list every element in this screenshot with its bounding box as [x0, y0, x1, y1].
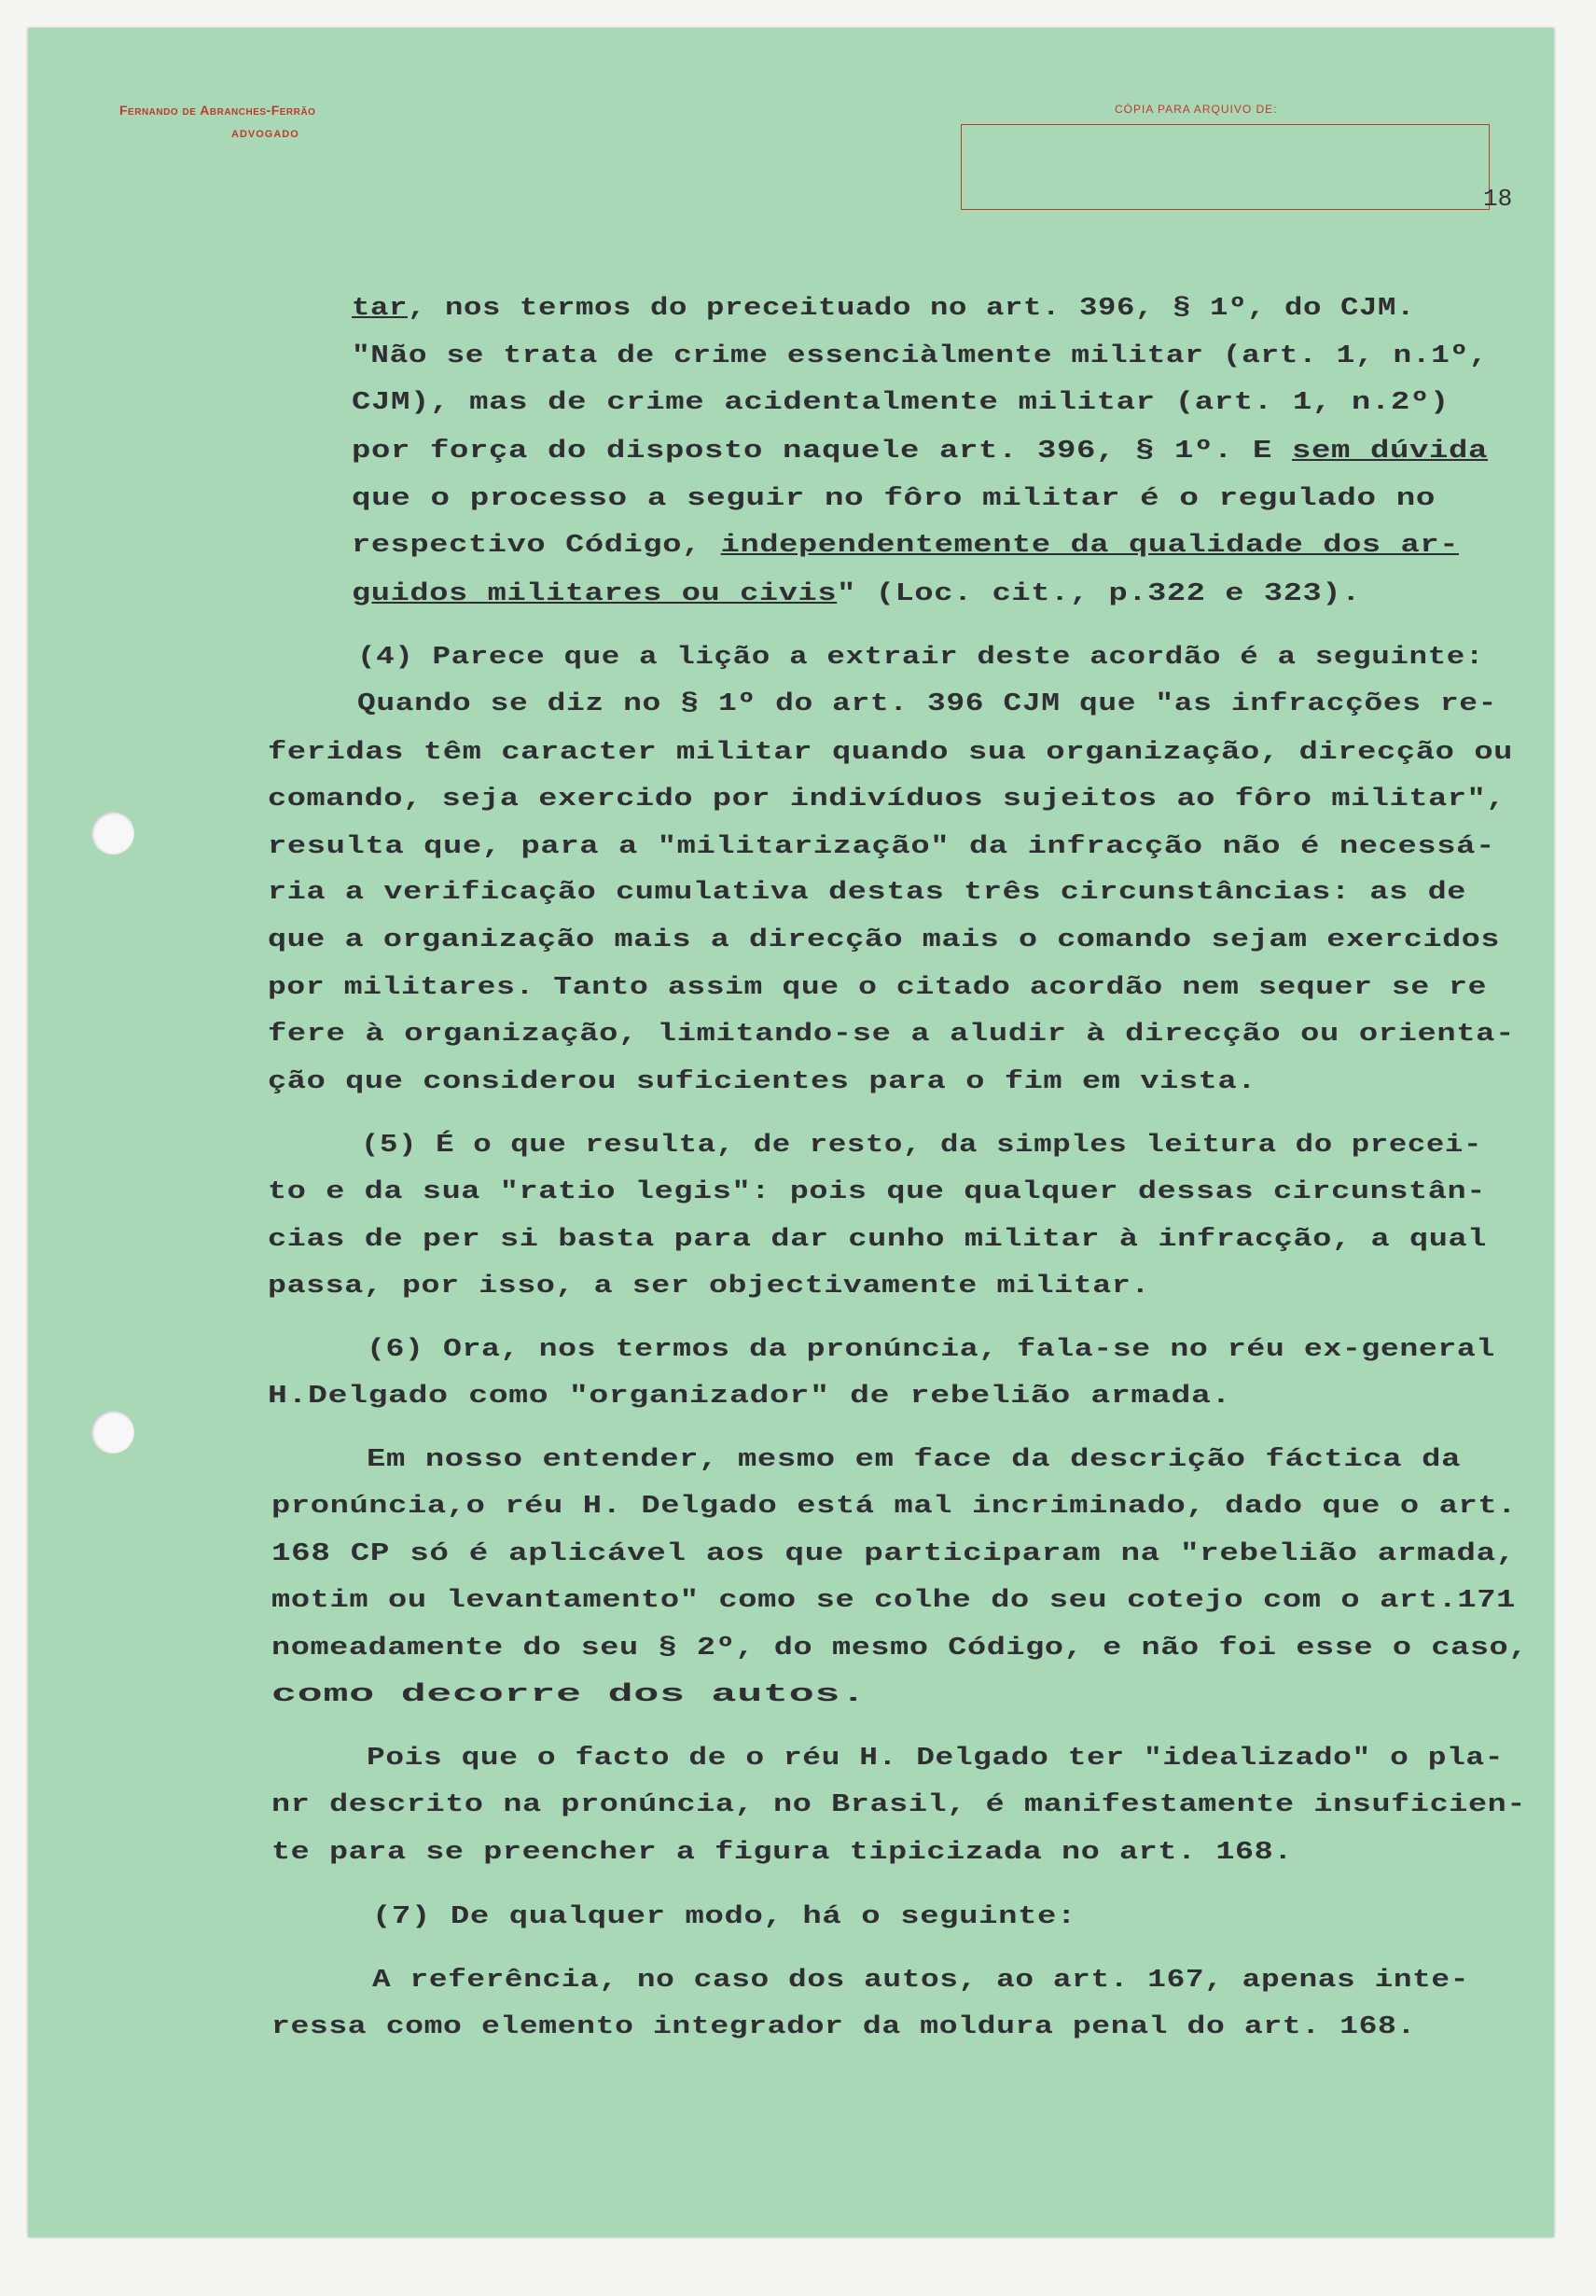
- copy-label: CÓPIA PARA ARQUIVO DE:: [1115, 103, 1278, 116]
- text-segment: , nos termos do preceituado no art. 396, § 1º, do CJM.: [408, 295, 1415, 323]
- body-line: [372, 1967, 1469, 1995]
- text-segment: "Não se trata de crime essenciàlmente militar (art. 1, n.1º,: [352, 342, 1489, 370]
- body-line: [268, 1068, 1256, 1096]
- text-segment: ressa como elemento integrador da moldura penal do art. 168.: [271, 2013, 1416, 2041]
- page-number: 18: [1483, 185, 1513, 213]
- body-line: [268, 879, 1466, 907]
- body-line: [352, 532, 1459, 560]
- text-segment: H.Delgado como "organizador" de rebelião armada.: [268, 1383, 1232, 1411]
- text-segment: que a organização mais a direcção mais o comando sejam exercidos: [268, 926, 1501, 954]
- letterhead-name: Fernando de Abranches-Ferrão: [119, 103, 316, 118]
- body-line: [367, 1745, 1504, 1773]
- body-line: [352, 342, 1488, 370]
- text-segment: feridas têm caracter militar quando sua organização, direcção ou: [268, 739, 1514, 767]
- text-segment: (6) Ora, nos termos da pronúncia, fala-se no réu ex-general: [367, 1336, 1495, 1364]
- text-segment: (5) É o que resulta, de resto, da simples leitura do precei-: [361, 1132, 1483, 1160]
- text-segment: " (Loc. cit., p.322 e 323).: [837, 580, 1361, 608]
- body-line: [271, 2013, 1416, 2041]
- body-line: [268, 786, 1506, 814]
- body-line: [271, 1635, 1528, 1663]
- underlined-text: independentemente da qualidade dos ar-: [720, 532, 1460, 560]
- typed-body-text: [28, 28, 1554, 2237]
- document-page: [28, 28, 1554, 2237]
- body-line: [271, 1791, 1526, 1819]
- text-segment: cias de per si basta para dar cunho militar à infracção, a qual: [268, 1226, 1488, 1254]
- body-line: [352, 580, 1361, 608]
- text-segment: pronúncia,o réu H. Delgado está mal incriminado, dado que o art.: [271, 1493, 1518, 1521]
- body-line: [357, 644, 1484, 672]
- body-line: [271, 1839, 1293, 1867]
- body-line: [268, 1178, 1486, 1206]
- text-segment: Pois que o facto de o réu H. Delgado ter "idealizado" o pla-: [367, 1745, 1505, 1773]
- text-segment: ria a verificação cumulativa destas três circunstâncias: as de: [268, 879, 1467, 907]
- text-segment: (7) De qualquer modo, há o seguinte:: [372, 1903, 1076, 1931]
- body-line: [352, 438, 1488, 466]
- text-segment: nomeadamente do seu § 2º, do mesmo Código, e não foi esse o caso,: [271, 1635, 1528, 1663]
- body-line: [271, 1587, 1516, 1615]
- body-line: [268, 926, 1500, 954]
- body-line: [268, 1273, 1150, 1301]
- text-segment: A referência, no caso dos autos, ao art. 167, apenas inte-: [372, 1967, 1469, 1995]
- body-line: [367, 1336, 1495, 1364]
- text-segment: por militares. Tanto assim que o citado acordão nem sequer se re: [268, 974, 1488, 1002]
- body-line: [268, 974, 1487, 1002]
- body-line: [361, 1132, 1482, 1160]
- text-segment: Quando se diz no § 1º do art. 396 CJM que "as infracções re-: [357, 690, 1498, 718]
- body-line: [271, 1540, 1516, 1568]
- body-line: [367, 1446, 1461, 1474]
- text-segment: ção que considerou suficientes para o fim em vista.: [268, 1068, 1257, 1096]
- text-segment: Em nosso entender, mesmo em face da descrição fáctica da: [367, 1446, 1462, 1474]
- text-segment: te para se preencher a figura tipicizada no art. 168.: [271, 1839, 1293, 1867]
- text-segment: (4) Parece que a lição a extrair deste acordão é a seguinte:: [357, 644, 1485, 672]
- letterhead-role: ADVOGADO: [231, 129, 299, 140]
- text-segment: como decorre dos autos.: [271, 1681, 867, 1709]
- text-segment: fere à organização, limitando-se a aludir à direcção ou orienta-: [268, 1021, 1515, 1049]
- body-line: [352, 295, 1415, 323]
- text-segment: resulta que, para a "militarização" da infracção não é necessá-: [268, 833, 1495, 861]
- text-segment: to e da sua "ratio legis": pois que qualquer dessas circunstân-: [268, 1178, 1486, 1206]
- body-line: [268, 739, 1513, 767]
- body-line: [372, 1903, 1076, 1931]
- body-line: [271, 1681, 867, 1709]
- body-line: [352, 485, 1436, 513]
- body-line: [268, 1226, 1487, 1254]
- body-line: [357, 690, 1497, 718]
- text-segment: CJM), mas de crime acidentalmente militar (art. 1, n.2º): [352, 389, 1450, 417]
- body-line: [268, 833, 1495, 861]
- body-line: [352, 389, 1450, 417]
- text-segment: passa, por isso, a ser objectivamente militar.: [268, 1273, 1150, 1301]
- text-segment: nr descrito na pronúncia, no Brasil, é manifestamente insuficien-: [271, 1791, 1527, 1819]
- body-line: [268, 1383, 1231, 1411]
- text-segment: por força do disposto naquele art. 396, § 1º. E: [352, 438, 1293, 466]
- text-segment: que o processo a seguir no fôro militar é o regulado no: [352, 485, 1436, 513]
- text-segment: comando, seja exercido por indivíduos sujeitos ao fôro militar",: [268, 786, 1506, 814]
- underlined-text: sem dúvida: [1292, 438, 1489, 466]
- underlined-text: guidos militares ou civis: [352, 580, 838, 608]
- text-segment: motim ou levantamento" como se colhe do seu cotejo com o art.171: [271, 1587, 1516, 1615]
- body-line: [271, 1493, 1517, 1521]
- text-segment: respectivo Código,: [352, 532, 721, 560]
- text-segment: 168 CP só é aplicável aos que participaram na "rebelião armada,: [271, 1540, 1516, 1568]
- body-line: [268, 1021, 1515, 1049]
- underlined-text: tar: [352, 295, 409, 323]
